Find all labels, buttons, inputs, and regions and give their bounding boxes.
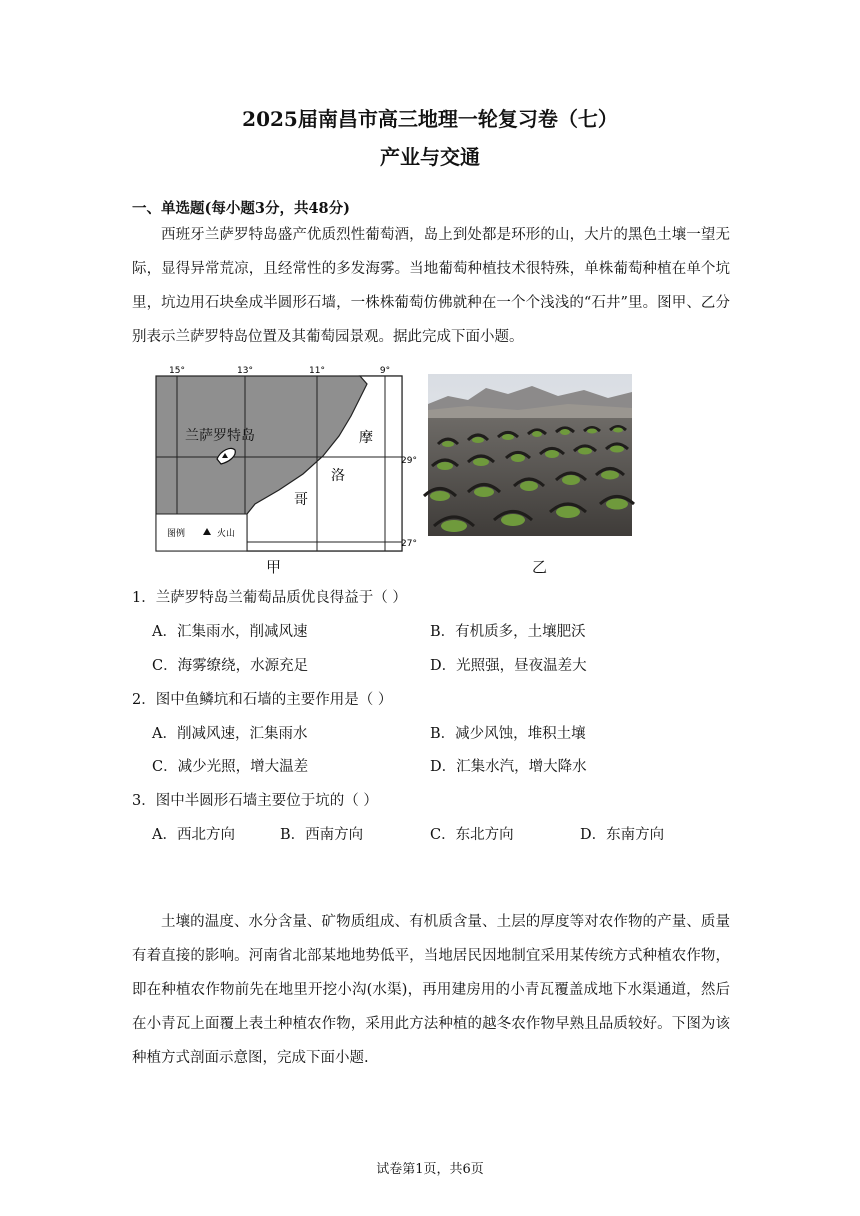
legend-title: 图例 — [167, 529, 186, 539]
lon-label-9: 9° — [379, 366, 391, 376]
question-3-option-d[interactable]: D．东南方向 — [580, 827, 665, 843]
country-char-3: 哥 — [294, 492, 308, 508]
figure-map-caption: 甲 — [266, 558, 282, 576]
lon-label-13: 13° — [237, 366, 253, 376]
question-3-stem: 3．图中半圆形石墙主要位于坑的（ ） — [132, 793, 378, 809]
island-label: 兰萨罗特岛 — [185, 428, 255, 444]
legend-volcano-label: 火山 — [217, 529, 236, 539]
passage-henan-planting: 土壤的温度、水分含量、矿物质组成、有机质含量、土层的厚度等对农作物的产量、质量有着直接的影响。河南省北部某地地势低平，当地居民因地制宜采用某传统方式种植农作物，即在种植农作物前先在地里开挖小沟(水渠)，再用建房用的小青瓦覆盖成地下水渠通道，然后在小青瓦上面覆上表土种植农作物，采用此方法种植的越冬农作物早熟且品质较好。下图为该种植方式剖面示意图，完成下面小题. — [132, 914, 730, 1066]
exam-subtitle: 产业与交通 — [380, 145, 480, 169]
question-2-option-a[interactable]: A．削减风速，汇集雨水 — [152, 726, 308, 742]
figure-map — [155, 364, 417, 554]
question-3-option-a[interactable]: A．西北方向 — [152, 827, 235, 843]
lon-label-11: 11° — [309, 366, 325, 376]
exam-title: 2025届南昌市高三地理一轮复习卷（七） — [242, 107, 618, 131]
question-3-option-c[interactable]: C．东北方向 — [430, 827, 514, 843]
country-char-2: 洛 — [331, 468, 345, 484]
lon-label-15: 15° — [169, 366, 185, 376]
figure-vineyard-photo — [428, 374, 632, 536]
country-char-1: 摩 — [359, 430, 373, 446]
question-2-option-c[interactable]: C．减少光照，增大温差 — [152, 759, 309, 775]
passage-lanzarote: 西班牙兰萨罗特岛盛产优质烈性葡萄酒，岛上到处都是环形的山，大片的黑色土壤一望无际，显得异常荒凉，且经常性的多发海雾。当地葡萄种植技术很特殊，单株葡萄种植在单个坑里，坑边用石块垒成半圆形石墙，一株株葡萄仿佛就种在一个个浅浅的“石井”里。图甲、乙分别表示兰萨罗特岛位置及其葡萄园景观。据此完成下面小题。 — [132, 227, 730, 345]
page-footer: 试卷第1页，共6页 — [376, 1162, 484, 1177]
question-1-stem: 1．兰萨罗特岛兰葡萄品质优良得益于（ ） — [132, 590, 407, 606]
question-1-option-b[interactable]: B．有机质多，土壤肥沃 — [430, 624, 586, 640]
section-heading: 一、单选题(每小题3分，共48分) — [132, 200, 350, 217]
figure-photo-caption: 乙 — [532, 558, 548, 576]
question-3-option-b[interactable]: B．西南方向 — [280, 827, 364, 843]
question-2-stem: 2．图中鱼鳞坑和石墙的主要作用是（ ） — [132, 692, 393, 708]
question-2-option-d[interactable]: D．汇集水汽，增大降水 — [430, 759, 587, 775]
lat-label-29: 29° — [401, 456, 417, 466]
question-1-option-d[interactable]: D．光照强，昼夜温差大 — [430, 658, 587, 674]
question-2-option-b[interactable]: B．减少风蚀，堆积土壤 — [430, 726, 586, 742]
question-1-option-c[interactable]: C．海雾缭绕，水源充足 — [152, 658, 309, 674]
lat-label-27: 27° — [401, 539, 417, 549]
question-1-option-a[interactable]: A．汇集雨水，削减风速 — [152, 624, 308, 640]
